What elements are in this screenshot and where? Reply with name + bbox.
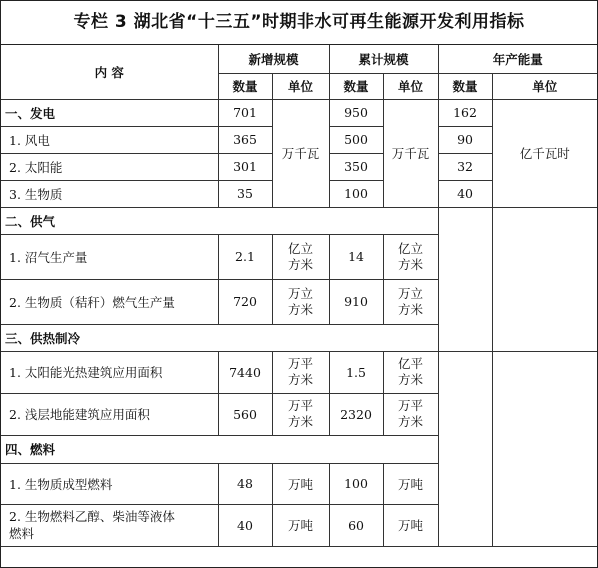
cell-cum-qty: 100 [329, 463, 383, 504]
row-label: 3. 生物质 [1, 180, 218, 207]
section-fuel: 四、燃料 [1, 435, 438, 463]
unit-line: 方米 [288, 372, 314, 387]
cell-new-unit [272, 351, 329, 393]
cell-new-qty: 2.1 [218, 234, 272, 279]
header-annual-qty: 数量 [438, 73, 492, 99]
power-new-unit: 万千瓦 [272, 99, 329, 207]
unit-line: 方米 [288, 414, 314, 429]
annual-unit: 亿千瓦时 [492, 99, 597, 207]
header-new-qty: 数量 [218, 73, 272, 99]
header-cum-unit: 单位 [383, 73, 438, 99]
table-title: 专栏 3 湖北省“十三五”时期非水可再生能源开发利用指标 [1, 1, 597, 45]
table-row [1, 351, 597, 393]
cell-new-qty: 720 [218, 279, 272, 324]
cell-cum-unit: 万吨 [383, 504, 438, 546]
cell-cum-qty: 910 [329, 279, 383, 324]
header-cum-scale: 累计规模 [329, 45, 438, 73]
row-label: 1. 太阳能光热建筑应用面积 [1, 351, 218, 393]
header-content: 内 容 [1, 45, 218, 99]
row-label [1, 504, 218, 546]
label-line: 燃料 [9, 526, 35, 541]
cell-new-unit [272, 234, 329, 279]
section-power: 一、发电 [1, 99, 218, 126]
cell-cum-unit [383, 279, 438, 324]
section-heat: 三、供热制冷 [1, 324, 438, 351]
cell-cum-qty: 950 [329, 99, 383, 126]
cell-new-qty: 365 [218, 126, 272, 153]
unit-line: 亿平 [398, 356, 424, 371]
row-label: 1. 生物质成型燃料 [1, 463, 218, 504]
unit-line: 方米 [398, 301, 424, 317]
label-line: 2. 生物燃料乙醇、柴油等液体 [9, 509, 175, 524]
unit-line: 方米 [398, 372, 424, 387]
unit-line: 万立 [288, 285, 314, 301]
unit-line: 万平 [398, 398, 424, 413]
cell-new-qty: 560 [218, 393, 272, 435]
cell-annual-qty: 90 [438, 126, 492, 153]
cell-new-unit: 万吨 [272, 463, 329, 504]
row-label: 2. 浅层地能建筑应用面积 [1, 393, 218, 435]
section-gas: 二、供气 [1, 207, 438, 234]
cell-cum-qty: 100 [329, 180, 383, 207]
cell-annual-qty: 32 [438, 153, 492, 180]
header-new-unit: 单位 [272, 73, 329, 99]
cell-annual-qty: 40 [438, 180, 492, 207]
unit-line: 方米 [398, 414, 424, 429]
header-row-1 [1, 45, 597, 73]
cell-new-unit [272, 279, 329, 324]
cell-new-unit: 万吨 [272, 504, 329, 546]
cell-cum-qty: 500 [329, 126, 383, 153]
cell-cum-unit [383, 351, 438, 393]
cell-new-qty: 701 [218, 99, 272, 126]
cell-new-qty: 48 [218, 463, 272, 504]
cell-cum-unit: 万吨 [383, 463, 438, 504]
cell-annual-qty: 162 [438, 99, 492, 126]
header-new-scale: 新增规模 [218, 45, 329, 73]
table-row [1, 99, 597, 126]
row-label: 2. 太阳能 [1, 153, 218, 180]
header-annual: 年产能量 [438, 45, 597, 73]
empty-annual-unit [492, 351, 597, 546]
cell-cum-qty: 1.5 [329, 351, 383, 393]
table-row [1, 207, 597, 234]
header-annual-unit: 单位 [492, 73, 597, 99]
unit-line: 万立 [398, 285, 424, 301]
unit-line: 万平 [288, 398, 314, 413]
row-label: 1. 风电 [1, 126, 218, 153]
unit-line: 方米 [398, 256, 424, 272]
empty-annual-unit [492, 207, 597, 351]
empty-annual-qty [438, 207, 492, 351]
cell-new-unit [272, 393, 329, 435]
row-label: 1. 沼气生产量 [1, 234, 218, 279]
row-label: 2. 生物质（秸秆）燃气生产量 [1, 279, 218, 324]
cell-cum-qty: 350 [329, 153, 383, 180]
cell-new-qty: 40 [218, 504, 272, 546]
unit-line: 方米 [288, 301, 314, 317]
empty-annual-qty [438, 351, 492, 546]
unit-line: 方米 [288, 256, 314, 272]
cell-new-qty: 301 [218, 153, 272, 180]
cell-cum-qty: 2320 [329, 393, 383, 435]
cell-new-qty: 7440 [218, 351, 272, 393]
unit-line: 亿立 [288, 240, 314, 256]
power-cum-unit: 万千瓦 [383, 99, 438, 207]
indicator-table [1, 45, 597, 547]
cell-cum-qty: 60 [329, 504, 383, 546]
unit-line: 万平 [288, 356, 314, 371]
cell-new-qty: 35 [218, 180, 272, 207]
cell-cum-unit [383, 393, 438, 435]
unit-line: 亿立 [398, 240, 424, 256]
cell-cum-unit [383, 234, 438, 279]
header-cum-qty: 数量 [329, 73, 383, 99]
cell-cum-qty: 14 [329, 234, 383, 279]
